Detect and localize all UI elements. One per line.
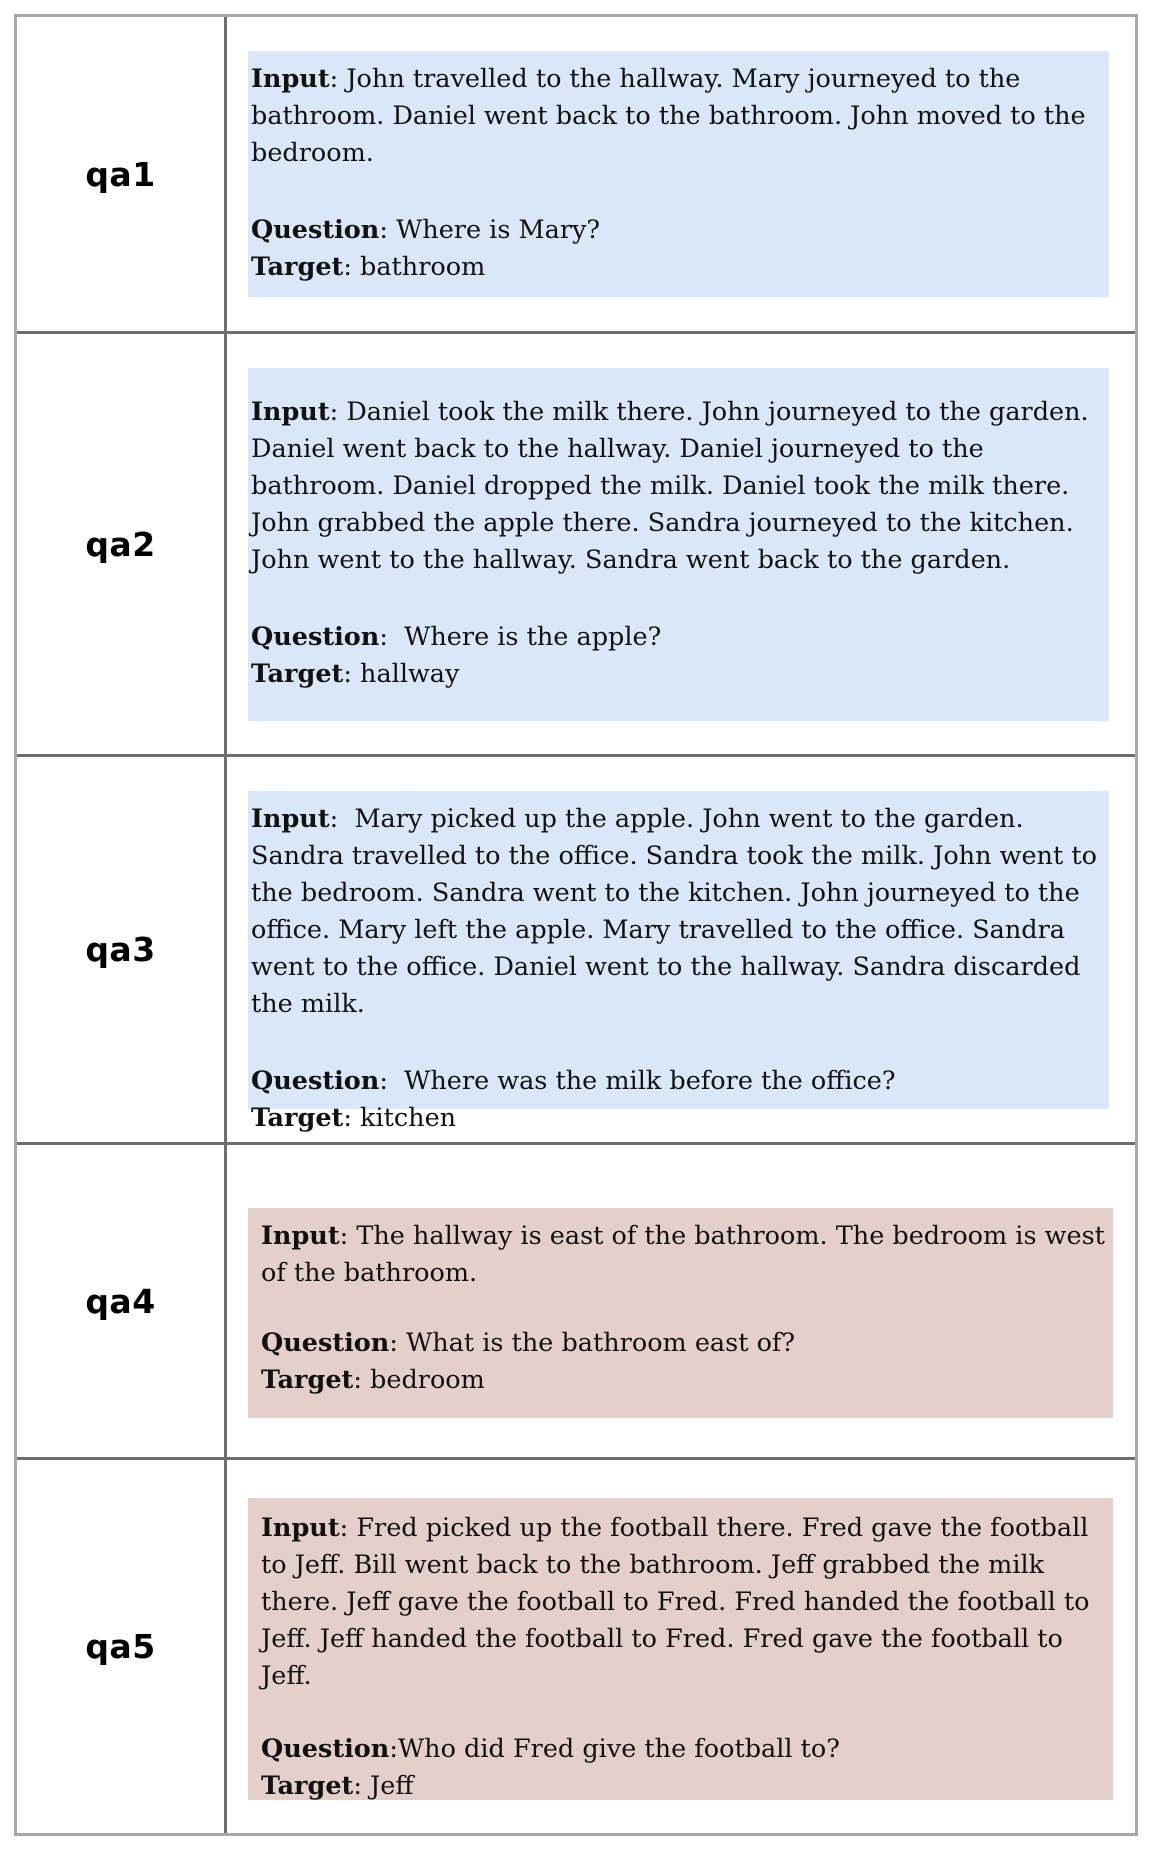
question-line: Question: Where was the milk before the office? [251, 1066, 896, 1096]
task-label-cell [17, 17, 227, 331]
question-text: Where is the apple? [404, 622, 662, 652]
question-label: Question [251, 622, 380, 652]
input-text: Fred picked up the football there. Fred gave the football to Jeff. Bill went back to the bathroom. Jeff grabbed the milk there. Jeff gave the football to Fred. Fred handed the football to Jeff. Jeff handed the football to Fred. Fred gave the football to Jeff. [261, 1513, 1090, 1691]
target-line: Target: bathroom [251, 252, 486, 282]
input-paragraph: Input: The hallway is east of the bathroom. The bedroom is west of the bathroom. [261, 1221, 1105, 1288]
question-text: Where is Mary? [396, 215, 601, 245]
target-line: Target: hallway [251, 659, 460, 689]
input-text: Mary picked up the apple. John went to the garden. Sandra travelled to the office. Sandra took the milk. John went to the bedroom. Sandra went to the kitchen. John journeyed to the office. Mary left the apple. Mary travelled to the office. Sandra went to the office. Daniel went to the hallway. Sandra discarded the milk. [251, 804, 1097, 1019]
task-label: qa3 [85, 930, 156, 969]
input-paragraph: Input: Mary picked up the apple. John went to the garden. Sandra travelled to the office. Sandra took the milk. John went to the bedroom. Sandra went to the kitchen. John journeyed to the office. Mary left the apple. Mary travelled to the office. Sandra went to the office. Daniel went to the hallway. Sandra discarded the milk. [251, 804, 1097, 1019]
input-paragraph: Input: John travelled to the hallway. Mary journeyed to the bathroom. Daniel went back to the bathroom. John moved to the bedroom. [251, 64, 1086, 168]
input-label: Input [251, 64, 330, 94]
question-label: Question [261, 1734, 390, 1764]
target-label: Target [251, 252, 344, 282]
question-text: What is the bathroom east of? [406, 1328, 796, 1358]
question-text: Where was the milk before the office? [404, 1066, 896, 1096]
target-label: Target [251, 1103, 344, 1133]
example-box [248, 368, 1109, 721]
task-label: qa5 [85, 1627, 156, 1666]
target-label: Target [261, 1365, 354, 1395]
example-box [248, 51, 1109, 297]
input-paragraph: Input: Fred picked up the football there. Fred gave the football to Jeff. Bill went back to the bathroom. Jeff grabbed the milk there. Jeff gave the football to Fred. Fred handed the football to Jeff. Jeff handed the football to Fred. Fred gave the football to Jeff. [261, 1513, 1090, 1691]
table-row-qa4 [17, 1145, 1135, 1460]
target-text: bedroom [370, 1365, 485, 1395]
table-row-qa5 [17, 1460, 1135, 1833]
qa-examples-table [14, 14, 1138, 1836]
table-row-qa2 [17, 334, 1135, 757]
target-text: bathroom [360, 252, 486, 282]
target-line: Target: kitchen [251, 1103, 457, 1133]
task-label-cell [17, 1145, 227, 1457]
target-line: Target: Jeff [261, 1771, 414, 1801]
question-label: Question [251, 1066, 380, 1096]
example-box [248, 1208, 1113, 1418]
question-line: Question: What is the bathroom east of? [261, 1328, 796, 1358]
question-label: Question [261, 1328, 390, 1358]
question-text: Who did Fred give the football to? [397, 1734, 840, 1764]
question-line: Question:Who did Fred give the football to? [261, 1734, 840, 1764]
task-label: qa2 [85, 524, 156, 564]
target-text: Jeff [370, 1771, 414, 1801]
question-line: Question: Where is the apple? [251, 622, 662, 652]
input-text: John travelled to the hallway. Mary journeyed to the bathroom. Daniel went back to the bathroom. John moved to the bedroom. [251, 64, 1086, 168]
target-line: Target: bedroom [261, 1365, 485, 1395]
target-text: hallway [360, 659, 460, 689]
input-text: The hallway is east of the bathroom. The bedroom is west of the bathroom. [261, 1221, 1105, 1288]
input-paragraph: Input: Daniel took the milk there. John journeyed to the garden. Daniel went back to the hallway. Daniel journeyed to the bathroom. Daniel dropped the milk. Daniel took the milk there. John grabbed the apple there. Sandra journeyed to the kitchen. John went to the hallway. Sandra went back to the garden. [251, 397, 1089, 575]
question-line: Question: Where is Mary? [251, 215, 601, 245]
example-box [248, 791, 1109, 1133]
task-label-cell [17, 1460, 227, 1833]
question-label: Question [251, 215, 380, 245]
input-label: Input [251, 397, 330, 427]
example-box [248, 1498, 1113, 1800]
target-label: Target [261, 1771, 354, 1801]
input-label: Input [251, 804, 330, 834]
input-label: Input [261, 1513, 340, 1543]
table-row-qa3 [17, 757, 1135, 1145]
target-label: Target [251, 659, 344, 689]
task-label: qa1 [85, 154, 156, 194]
table-row-qa1 [17, 17, 1135, 334]
task-label: qa4 [85, 1281, 156, 1321]
input-text: Daniel took the milk there. John journeyed to the garden. Daniel went back to the hallway. Daniel journeyed to the bathroom. Daniel dropped the milk. Daniel took the milk there. John grabbed the apple there. Sandra journeyed to the kitchen. John went to the hallway. Sandra went back to the garden. [251, 397, 1089, 575]
target-text: kitchen [360, 1103, 457, 1133]
task-label-cell [17, 334, 227, 754]
task-label-cell [17, 757, 227, 1142]
input-label: Input [261, 1221, 340, 1251]
